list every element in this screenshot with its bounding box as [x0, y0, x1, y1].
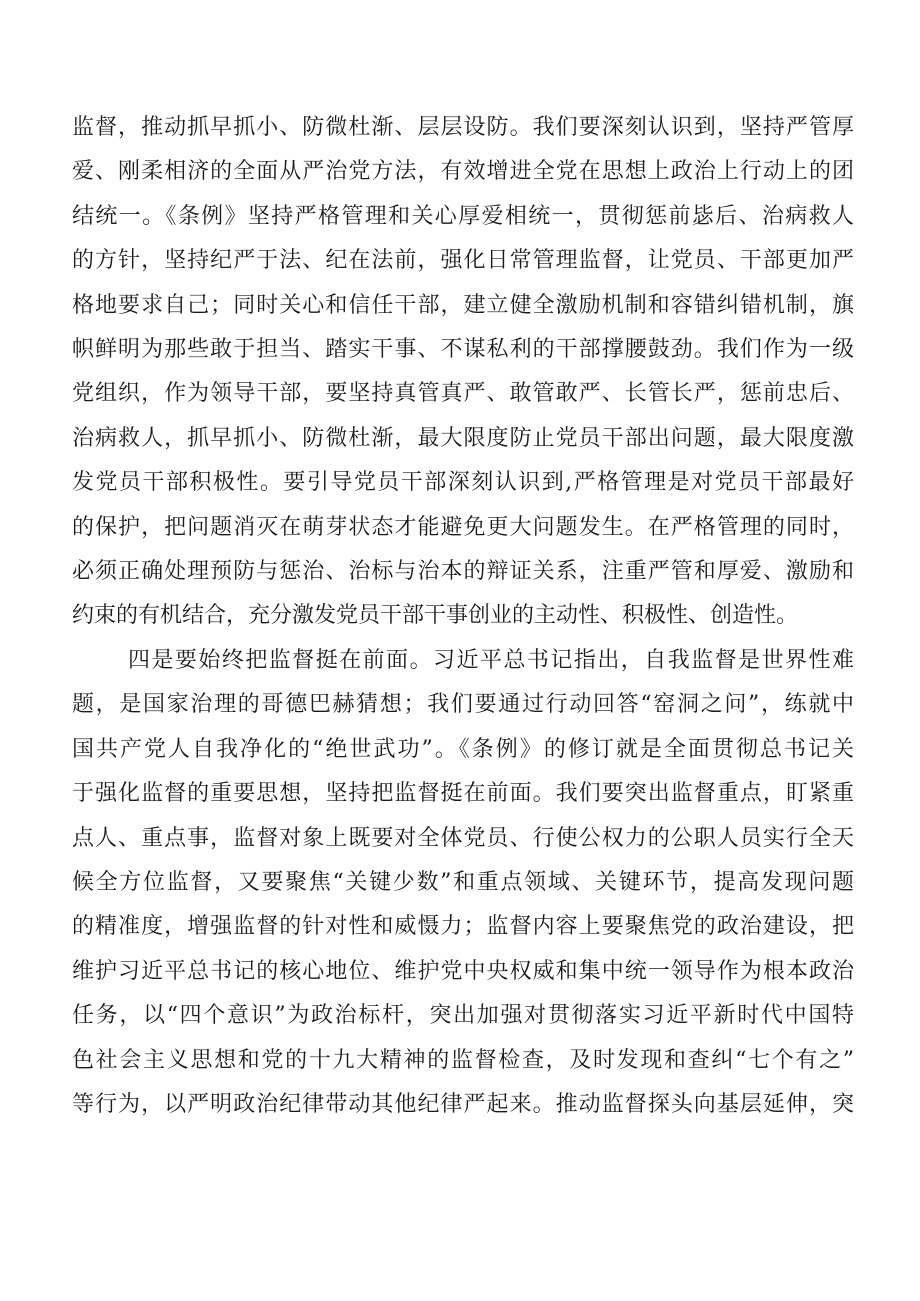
- paragraph-line: 维护习近平总书记的核心地位、维护党中央权威和集中统一领导作为根本政治: [72, 958, 854, 984]
- paragraph-line: 任务，以“四个意识”为政治标杆，突出加强对贯彻落实习近平新时代中国特: [72, 1003, 854, 1029]
- paragraph-line: 的方针，坚持纪严于法、纪在法前，强化日常管理监督，让党员、干部更加严: [72, 248, 854, 274]
- paragraph-line: 结统一。《条例》坚持严格管理和关心厚爱相统一，贯彻惩前毖后、治病救人: [72, 203, 854, 229]
- paragraph-line: 于强化监督的重要思想，坚持把监督挺在前面。我们要突出监督重点，盯紧重: [72, 781, 854, 807]
- paragraph-line: 等行为，以严明政治纪律带动其他纪律严起来。推动监督探头向基层延伸，突: [72, 1091, 854, 1117]
- paragraph-line: 发党员干部积极性。要引导党员干部深刻认识到,严格管理是对党员干部最好: [72, 470, 854, 496]
- paragraph-line: 国共产党人自我净化的“绝世武功”。《条例》的修订就是全面贯彻总书记关: [72, 736, 854, 762]
- paragraph-line: 的保护，把问题消灭在萌芽状态才能避免更大问题发生。在严格管理的同时，: [72, 514, 854, 540]
- paragraph-line: 党组织，作为领导干部，要坚持真管真严、敢管敢严、长管长严，惩前忠后、: [72, 381, 854, 407]
- paragraph-line: 帜鲜明为那些敢于担当、踏实干事、不谋私利的干部撑腰鼓劲。我们作为一级: [72, 336, 854, 362]
- paragraph-line: 约束的有机结合，充分激发党员干部干事创业的主动性、积极性、创造性。: [72, 603, 799, 629]
- paragraph-line: 的精准度，增强监督的针对性和威慑力；监督内容上要聚焦党的政治建设，把: [72, 914, 854, 940]
- paragraph-line: 格地要求自己；同时关心和信任干部，建立健全激励机制和容错纠错机制，旗: [72, 292, 854, 318]
- paragraph-line: 题，是国家治理的哥德巴赫猜想；我们要通过行动回答“窑洞之问”，练就中: [72, 692, 854, 718]
- paragraph-line: 爱、刚柔相济的全面从严治党方法，有效增进全党在思想上政治上行动上的团: [72, 159, 854, 185]
- paragraph-line: 治病救人，抓早抓小、防微杜渐，最大限度防止党员干部出问题，最大限度激: [72, 425, 854, 451]
- paragraph-line: 监督，推动抓早抓小、防微杜渐、层层设防。我们要深刻认识到，坚持严管厚: [72, 115, 854, 140]
- paragraph-line: 色社会主义思想和党的十九大精神的监督检查，及时发现和查纠“七个有之”: [72, 1047, 854, 1073]
- paragraph-line: 必须正确处理预防与惩治、治标与治本的辩证关系，注重严管和厚爱、激励和: [72, 558, 854, 584]
- paragraph-line: 点人、重点事，监督对象上既要对全体党员、行使公权力的公职人员实行全天: [72, 825, 854, 851]
- paragraph-1: [72, 106, 854, 639]
- paragraph-2: [72, 639, 854, 1127]
- paragraph-line: 候全方位监督，又要聚焦“关键少数”和重点领域、关键环节，提高发现问题: [72, 869, 854, 895]
- paragraph-line: 四是要始终把监督挺在前面。习近平总书记指出，自我监督是世界性难: [128, 648, 854, 673]
